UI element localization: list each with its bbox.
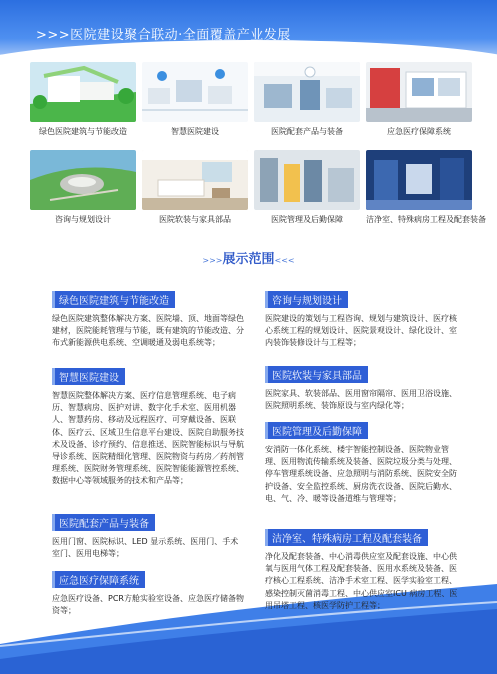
gallery-caption: 智慧医院建设 [171, 127, 219, 136]
hospital-equipment-image [254, 62, 360, 122]
scope-item [265, 364, 461, 412]
scope-item-desc: 医院建设的策划与工程咨询、规划与建筑设计、医疗核心系统工程的规划设计、医院景观设计、绿化设计、室内装饰装修设计与工程等； [265, 314, 457, 348]
heading-suffix: <<< [274, 256, 295, 265]
gallery-caption: 应急医疗保障系统 [387, 127, 451, 136]
gallery-item [142, 62, 248, 137]
gallery-item [30, 150, 136, 225]
scope-item-title: 洁净室、特殊病房工程及配套装备 [265, 529, 428, 546]
scope-item-desc: 安消防一体化系统、楼宇智能控制设备、医院物业管理、医用物流传输系统及装备、医院垃圾分类与处理、停车管理系统设备、应急照明与消防系统、医院安全防护设备、安全监控系统、厨房洗衣设备、医院后勤水、电、气、冷、暖等设备道维与管理等； [265, 445, 457, 503]
gallery-caption: 洁净室、特殊病房工程及配套装备 [366, 215, 486, 224]
scope-item [265, 420, 461, 505]
scope-heading [0, 248, 497, 267]
gallery-item [30, 62, 136, 137]
gallery-item [254, 150, 360, 225]
gallery-item [366, 62, 472, 137]
scope-item-title: 智慧医院建设 [52, 368, 125, 385]
gallery-item [254, 62, 360, 137]
heading-prefix: >>> [202, 256, 223, 265]
green-building-image [30, 62, 136, 122]
scope-item [265, 289, 461, 350]
header-title: >>>医院建设聚合联动·全面覆盖产业发展 [36, 28, 291, 43]
hospital-furniture-image [142, 150, 248, 210]
scope-item-title: 医院配套产品与装备 [52, 514, 155, 531]
scope-item-desc: 净化及配套装备、中心消毒供应室及配套设施、中心供氧与医用气体工程及配套装备、医用水系统及装备、医疗核心工程系统、洁净手术室工程、医学实验室工程、感染控制灭菌消毒工程、中心供应室ICU 病房工程、医用吊塔工程、核医学防护工程等； [265, 552, 458, 610]
scope-item-title: 咨询与规划设计 [265, 291, 348, 308]
scope-item-title: 应急医疗保障系统 [52, 571, 145, 588]
gallery-item [142, 150, 248, 225]
scope-item-desc: 应急医疗设备、PCR方舱实验室设备、应急医疗储备物资等； [52, 594, 244, 616]
scope-item-desc: 医用门窗、医院标识、LED 显示系统、医用门、手术室门、医用电梯等； [52, 537, 239, 559]
smart-hospital-image [142, 62, 248, 122]
heading-text: 展示范围 [222, 252, 275, 267]
scope-item [52, 289, 244, 350]
scope-item-title: 绿色医院建筑与节能改造 [52, 291, 175, 308]
scope-item-desc: 医院家具、软装部品、医用窗帘隔帘、医用卫浴设施、医院照明系统、装饰原设与室内绿化等； [265, 389, 457, 411]
gallery-caption: 医院配套产品与装备 [271, 127, 343, 136]
gallery-caption: 医院软装与家具部品 [159, 215, 231, 224]
planning-aerial-image [30, 150, 136, 210]
scope-item [52, 569, 244, 617]
scope-item-title: 医院软装与家具部品 [265, 366, 368, 383]
scope-item-title: 医院管理及后勤保障 [265, 422, 368, 439]
logistics-system-image [254, 150, 360, 210]
scope-item-desc: 智慧医院整体解决方案、医疗信息管理系统、电子病历、智慧病房、医护对讲、数字化手术室、医用机器人、智慧药房、移动及远程医疗、可穿戴设备、医联体、医疗云、区域卫生信息平台建设、医院自助服务技术及设备、诊疗预约、信息推送、医院智能标识与导航导诊系统、医院精细化管理、医院物资与药房／药剂管理系统、医院财务管理系统、医院智能能源管控系统、数据中心等领域服务的技术和产品等； [52, 391, 244, 486]
scope-item [265, 527, 461, 612]
gallery-caption: 医院管理及后勤保障 [271, 215, 343, 224]
clean-room-image [366, 150, 472, 210]
emergency-vehicle-image [366, 62, 472, 122]
gallery-item [366, 150, 486, 225]
scope-item [52, 512, 244, 560]
scope-item-desc: 绿色医院建筑整体解决方案、医院墙、顶、地面等绿色建材，医院能耗管理与节能，既有建筑的节能改造、分布式新能源供电系统、空调暖通及弱电系统等； [52, 314, 244, 348]
scope-item [52, 366, 244, 488]
gallery-caption: 绿色医院建筑与节能改造 [39, 127, 127, 136]
gallery-caption: 咨询与规划设计 [55, 215, 111, 224]
